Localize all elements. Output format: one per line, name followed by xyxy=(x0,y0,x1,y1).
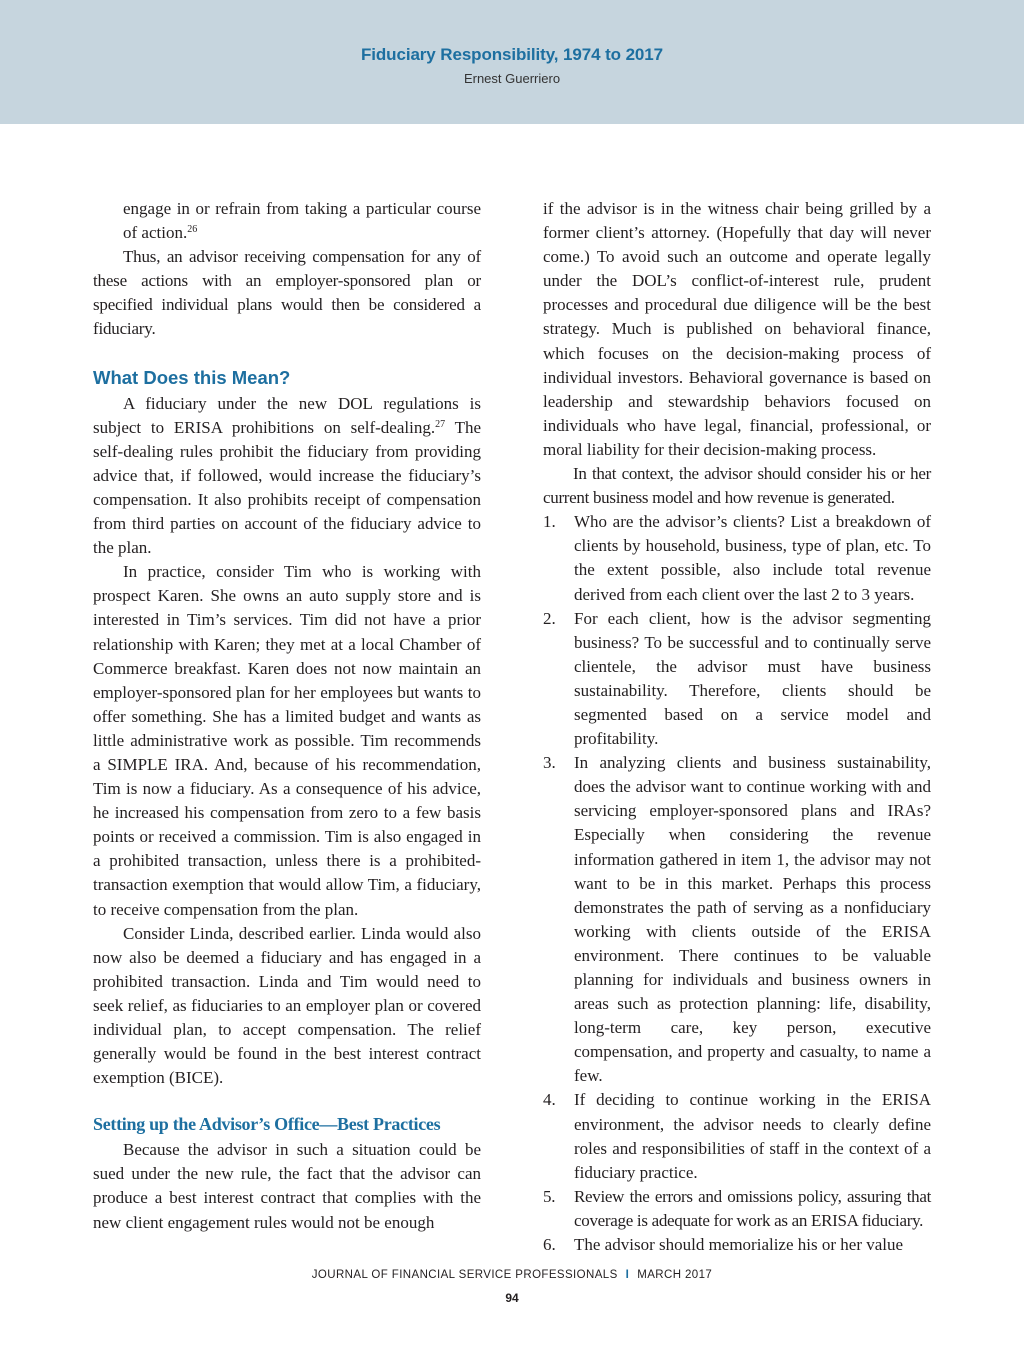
header-band xyxy=(0,0,1024,124)
paragraph: In practice, consider Tim who is working with prospect Karen. She owns an auto supply store and is interested in Tim’s services. Tim did not have a prior relationship with Karen; they met at a local Chamber of Commerce breakfast. Karen does not now maintain an employer-sponsored plan for her employees but wants to offer something. She has a limited budget and wants as little administrative work as possible. Tim recommends a SIMPLE IRA. And, because of his recommendation, Tim is now a fiduciary. As a consequence of his advice, he increased his compensation from zero to a few basis points or received a commission. Tim is also engaged in a prohibited transaction, unless there is a prohibited-transaction exemption that would allow Tim, a fiduciary, to receive compensation from the plan. xyxy=(93,562,481,919)
list-item xyxy=(543,510,931,606)
list-number: 6. xyxy=(543,1235,556,1255)
footnote-ref-26[interactable]: 26 xyxy=(187,224,198,236)
section-heading-best-practices: Setting up the Advisor’s Office—Best Practices xyxy=(93,1114,441,1135)
list-item-text: Who are the advisor’s clients? List a breakdown of clients by household, business, type of plan, etc. To the extent possible, also include total revenue derived from each client over the last 2 to 3 years. xyxy=(574,512,931,604)
issue-date: MARCH 2017 xyxy=(637,1269,713,1281)
list-item-text: If deciding to continue working in the ERISA environment, the advisor needs to clearly define roles and responsibilities of staff in the context of a fiduciary practice. xyxy=(574,1090,931,1182)
paragraph: Because the advisor in such a situation could be sued under the new rule, the fact that the advisor can produce a best interest contract that complies with the new client engagement rules would not be enough xyxy=(93,1140,481,1232)
list-item-text: In analyzing clients and business sustainability, does the advisor want to continue working with and servicing employer-sponsored plans and IRAs? Especially when considering the revenue information gathered in item 1, the advisor may not want to be in this market. Perhaps this process demonstrates the path of serving as a nonfiduciary working with clients outside of the ERISA environment. There continues to be valuable planning for individuals and business owners in areas such as protection planning: life, disability, long-term care, key person, executive compensation, and property and casualty, to name a few. xyxy=(574,753,931,1086)
paragraph: Thus, an advisor receiving compensation for any of these actions with an employer-sponsored plan or specified individual plans would then be considered a fiduciary. xyxy=(93,247,481,339)
page-number: 94 xyxy=(505,1291,519,1305)
paragraph: if the advisor is in the witness chair being grilled by a former client’s attorney. (Hopefully that day will never come.) To avoid such an outcome and operate legally under the DOL’s conflict-of-interest rule, prudent processes and procedural due diligence will be the best strategy. Much is published on behavioral finance, which focuses on the decision-making process of individual investors. Behavioral governance is based on leadership and stewardship behaviors focused on individuals who have legal, financial, professional, or moral liability for their decision-making process. xyxy=(543,199,931,459)
paragraph: A fiduciary under the new DOL regulations is subject to ERISA prohibitions on self-dealing.$^{27}$ The self-dealing rules prohibit the fiduciary from providing advice that, if followed, would increase the fiduciary’s compensation. It also prohibits receipt of compensation from third parties on account of the fiduciary advice to the plan. xyxy=(93,393,482,558)
list-item xyxy=(543,751,931,1088)
list-item-text: For each client, how is the advisor segmenting business? To be successful and to continually serve clientele, the advisor must have business sustainability. Therefore, clients should be segmented based on a service model and profitability. xyxy=(574,608,931,749)
footer-separator: I xyxy=(625,1269,630,1281)
list-item-text: The advisor should memorialize his or her value xyxy=(574,1235,904,1255)
list-item xyxy=(543,1088,931,1184)
paragraph: Consider Linda, described earlier. Linda would also now also be deemed a fiduciary and has engaged in a prohibited transaction. Linda and Tim would need to seek relief, as fiduciaries to an employer plan or covered individual plan, to accept compensation. The relief generally would be found in the best interest contract exemption (BICE). xyxy=(93,923,481,1088)
footnote-ref-27[interactable]: 27 xyxy=(435,418,446,430)
list-number: 2. xyxy=(543,608,556,628)
section-heading-what-does-this-mean: What Does this Mean? xyxy=(93,366,291,388)
paragraph: In that context, the advisor should consider his or her current business model and how revenue is generated. xyxy=(543,464,931,508)
list-item xyxy=(543,1185,931,1233)
journal-name: JOURNAL OF FINANCIAL SERVICE PROFESSIONALS xyxy=(311,1269,618,1281)
list-item-text: Review the errors and omissions policy, assuring that coverage is adequate for work as an ERISA fiduciary. xyxy=(574,1186,931,1230)
list-number: 4. xyxy=(543,1090,556,1110)
list-item xyxy=(543,607,931,752)
list-number: 5. xyxy=(543,1186,556,1206)
running-title: Fiduciary Responsibility, 1974 to 2017 xyxy=(360,45,663,64)
list-item xyxy=(543,1233,931,1257)
list-number: 1. xyxy=(543,512,556,532)
list-number: 3. xyxy=(543,753,556,773)
journal-footer xyxy=(0,1269,1024,1281)
paragraph: engage in or refrain from taking a particular course of action.$^{26}$ xyxy=(123,199,481,243)
right-column xyxy=(543,197,931,1257)
best-practices-list xyxy=(543,510,931,1257)
running-author: Ernest Guerriero xyxy=(463,71,561,86)
left-column xyxy=(93,197,481,1235)
